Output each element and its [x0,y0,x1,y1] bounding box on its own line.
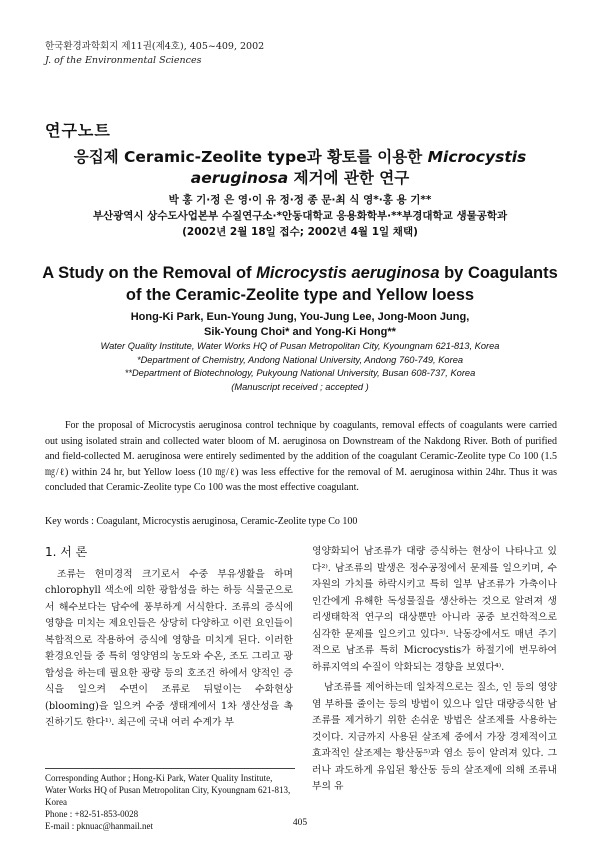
keywords-text: Coagulant, Microcystis aeruginosa, Ceramic-Zeolite type Co 100 [96,516,358,527]
intro-paragraph-1-cont: 영양화되어 남조류가 대량 증식하는 현상이 나타나고 있다²⁾. 남조류의 발생은 정수공정에서 문제를 일으키며, 수자원의 가치를 하락시키고 특히 일부 남조류가 가축이나 인간에게 유해한 독성물질을 생산하는 것으로 알려져 생리생태학적 연구의 대상뿐만 아니라 공중 보건학적으로 심각한 문제를 일으키고 있다³⁾. 낙동강에서도 매년 주기적으로 남조류 특히 Microcystis가 하절기에 번무하여 하류지역의 수질이 악화되는 경향을 보였다⁴⁾. [312,546,557,673]
affiliation-ko: 부산광역시 상수도사업본부 수질연구소·*안동대학교 응용화학부·**부경대학교 생물공학과 [92,210,508,222]
title-en-species: Microcystis aeruginosa [256,264,440,282]
authors-en-line2: Sik-Young Choi* and Yong-Ki Hong** [204,326,396,338]
affiliation-en-2: *Department of Chemistry, Andong National University, Andong 760-749, Korea [136,354,464,365]
affiliation-en-1: Water Quality Institute, Water Works HQ of Pusan Metropolitan City, Kyoungnam 621-813, Korea [100,341,500,351]
footnote-email: E-mail : pknuac@hanmail.net [45,821,154,831]
authors-en [0,310,600,340]
keywords-label: Key words : [45,516,97,527]
journal-header [45,40,264,68]
authors-block-ko [0,192,600,240]
page-number: 405 [292,818,308,828]
title-en [0,262,600,306]
section-heading-intro: 1. 서 론 [45,545,88,559]
authors-ko: 박 홍 기·정 은 영·이 유 정·정 종 문·최 식 영*·홍 용 기** [168,194,432,206]
body-column-right [312,544,557,796]
affiliations-en [0,340,600,394]
section-label: 연구노트 [45,121,111,140]
title-en-line1-prefix: A Study on the Removal of [42,264,257,282]
intro-paragraph-1: 조류는 현미경적 크기로서 수중 부유생활을 하며 chlorophyll 색소에 의한 광합성을 하는 하등 식물군으로서 해수보다는 담수에 풍부하게 서식한다. 조류의 증식에 영향을 미치는 제요인들은 상당히 다양하고 이런 요인들이 복합적으로 작용하여 증식에 영향을 미치게 된다. 이러한 환경요인들 중 특히 영양염의 농도와 수온, 조도 그리고 광합성을 하는데 필요한 광량 등의 호조건 하에서 양적인 증식을 일으켜 수면이 조류로 뒤덮이는 수화현상(blooming)을 일으켜 수중 생태계에서 1차 생산성을 촉진하기도 한다¹⁾. 최근에 국내 여러 수계가 부 [45,568,293,728]
abstract: For the proposal of Microcystis aeruginosa control technique by coagulants, removal effects of coagulants were carried out using isolated strain and collected water bloom of M. aeruginosa on Downstream of the Nakdong River. Both of purified and field-collected M. aeruginosa were entirely sedimented by the addition of the coagulant Ceramic-Zeolite type Co 100 (1.5 ㎎/ℓ) within 24 hr, but Yellow loess (10 ㎎/ℓ) was less effective for the removal of M. aeruginosa within 24hr. Thus it was concluded that Ceramic-Zeolite type Co 100 was the most effective coagulant. [45,420,557,493]
footnote-phone: Phone : +82-51-853-0028 [45,809,139,819]
title-ko-line2: 제거에 관한 연구 [288,169,410,187]
authors-en-line1: Hong-Ki Park, Eun-Young Jung, You-Jung Lee, Jong-Moon Jung, [130,311,470,323]
title-ko-species-genus: Microcystis [427,148,527,166]
journal-citation-ko: 한국환경과학회지 제11권(제4호), 405~409, 2002 [45,41,265,52]
title-ko [0,147,600,189]
body-column-left [45,544,293,732]
dates-ko: (2002년 2월 18일 접수; 2002년 4월 1일 채택) [182,226,418,238]
manuscript-dates: (Manuscript received ; accepted ) [231,381,369,392]
title-en-line1-suffix: by Coagulants [439,264,558,282]
title-en-line2: of the Ceramic-Zeolite type and Yellow loess [125,286,475,304]
intro-paragraph-2: 남조류를 제어하는데 일차적으로는 질소, 인 등의 영양염 부하를 줄이는 등의 방법이 있으나 일단 대량증식한 남조류를 제거하기 위한 손쉬운 방법은 살조제를 사용하는 것이다. 지금까지 사용된 살조제 중에서 가장 경제적이고 효과적인 살조제는 황산동⁵⁾과 염소 등이 알려져 있다. 그러나 과도하게 유입된 황산동 등의 살조제에 의해 조류내부의 유 [312,682,557,792]
keywords [45,516,357,527]
footnote-author: Corresponding Author ; Hong-Ki Park, Water Quality Institute, Water Works HQ of Pusan Metropolitan City, Kyoungnam 621-813, Korea [45,773,291,807]
title-ko-line1: 응집제 Ceramic-Zeolite type과 황토를 이용한 [73,148,428,166]
affiliation-en-3: **Department of Biotechnology, Pukyoung National University, Busan 608-737, Korea [124,368,476,378]
title-ko-species-epithet: aeruginosa [190,169,289,187]
journal-name-en: J. of the Environmental Sciences [45,55,202,66]
